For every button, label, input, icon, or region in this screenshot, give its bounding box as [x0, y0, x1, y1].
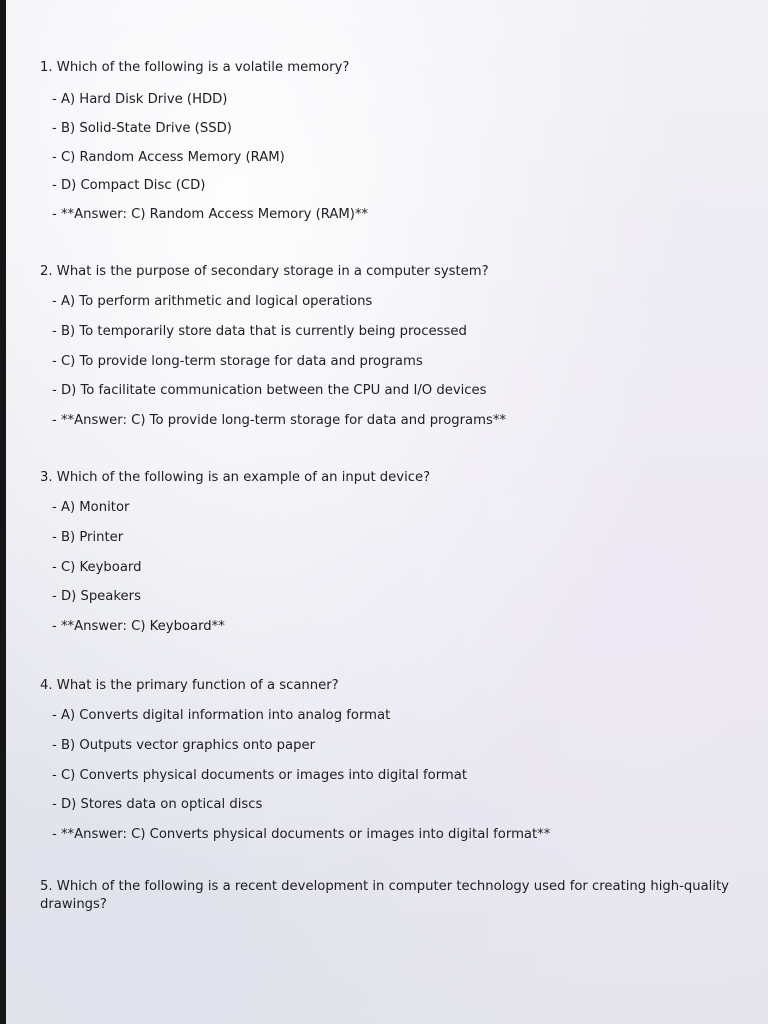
answer: - **Answer: C) Converts physical documents or images into digital format** — [52, 827, 551, 843]
option-b: - B) To temporarily store data that is currently being processed — [52, 323, 467, 339]
option-a: - A) Monitor — [52, 499, 130, 515]
option-c: - C) Converts physical documents or images into digital format — [52, 767, 468, 783]
option-d: - D) Speakers — [52, 589, 141, 605]
question-text: 3. Which of the following is an example of an input device? — [40, 470, 431, 485]
answer: - **Answer: C) To provide long-term storage for data and programs** — [52, 413, 507, 429]
question-2 — [40, 264, 755, 429]
option-d: - D) To facilitate communication between the CPU and I/O devices — [52, 383, 487, 399]
option-c: - C) Random Access Memory (RAM) — [52, 149, 285, 165]
option-b: - B) Outputs vector graphics onto paper — [52, 737, 316, 753]
answer: - **Answer: C) Keyboard** — [52, 619, 225, 635]
option-c: - C) Keyboard — [52, 559, 142, 575]
option-d: - D) Stores data on optical discs — [52, 797, 263, 813]
question-4 — [40, 678, 755, 843]
question-text: 2. What is the purpose of secondary storage in a computer system? — [40, 264, 489, 279]
answer: - **Answer: C) Random Access Memory (RAM)** — [52, 207, 369, 223]
option-b: - B) Solid-State Drive (SSD) — [52, 120, 232, 136]
option-a: - A) Hard Disk Drive (HDD) — [52, 91, 228, 107]
option-d: - D) Compact Disc (CD) — [52, 178, 206, 194]
question-3 — [40, 470, 755, 635]
paper-sheet — [6, 0, 768, 1024]
option-b: - B) Printer — [52, 529, 124, 545]
question-text: 4. What is the primary function of a scanner? — [40, 678, 339, 693]
option-a: - A) To perform arithmetic and logical operations — [52, 293, 373, 309]
option-c: - C) To provide long-term storage for data and programs — [52, 353, 423, 369]
question-5 — [40, 878, 740, 915]
question-1 — [40, 60, 755, 223]
question-text: 5. Which of the following is a recent development in computer technology used for creating high-quality drawings? — [40, 879, 734, 913]
question-text: 1. Which of the following is a volatile memory? — [40, 60, 350, 75]
option-a: - A) Converts digital information into analog format — [52, 707, 391, 723]
